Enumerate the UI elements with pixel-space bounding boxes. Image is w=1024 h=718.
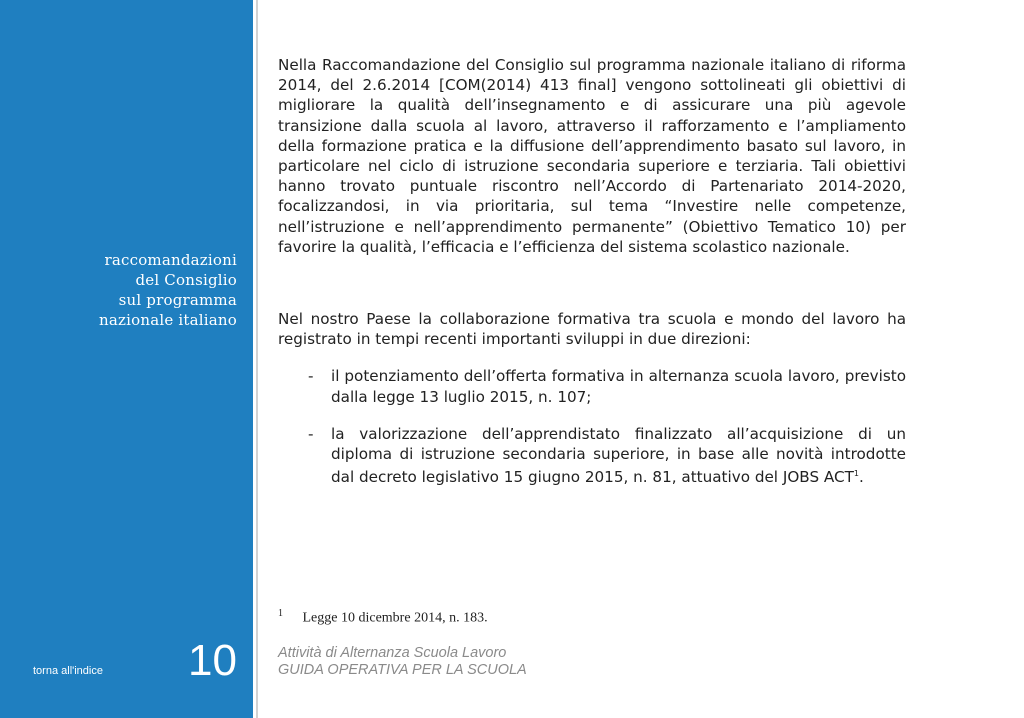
back-to-index-link[interactable]: torna all'indice	[33, 665, 103, 677]
running-footer	[278, 645, 527, 679]
section-title-line: del Consiglio	[135, 271, 237, 289]
footnote-number: 1	[278, 608, 283, 619]
sidebar	[0, 0, 253, 718]
bullet-text: il potenziamento dell’offerta formativa in alternanza scuola lavoro, previsto dalla legge 13 luglio 2015, n. 107;	[331, 367, 906, 406]
bullet-end: .	[859, 468, 864, 487]
footnote	[278, 608, 778, 627]
section-title-line: raccomandazioni	[104, 251, 237, 269]
list-item	[278, 366, 906, 406]
section-title	[17, 250, 237, 330]
bullet-list	[278, 366, 906, 487]
footnote-text: Legge 10 dicembre 2014, n. 183.	[302, 610, 488, 626]
footer-line-1: Attività di Alternanza Scuola Lavoro	[278, 645, 507, 661]
paragraph-1: Nella Raccomandazione del Consiglio sul programma nazionale italiano di riforma 2014, del 2.6.2014 [COM(2014) 413 final] vengono sottolineati gli obiettivi di migliorare la qualità dell’insegnamento e di assicurare una più agevole transizione dalla scuola al lavoro, attraverso il rafforzamento e l’ampliamento della formazione pratica e la diffusione dell’apprendimento basato sul lavoro, in particolare nel ciclo di istruzione secondaria superiore e terziaria. Tali obiettivi hanno trovato puntuale riscontro nell’Accordo di Partenariato 2014-2020, focalizzandosi, in via prioritaria, sul tema “Investire nelle competenze, nell’istruzione e nell’apprendimento permanente” (Obiettivo Tematico 10) per favorire la qualità, l’efficacia e l’efficienza del sistema scolastico nazionale.	[278, 56, 906, 256]
footer-line-2: GUIDA OPERATIVA PER LA SCUOLA	[278, 662, 527, 678]
bullet-dash: -	[308, 424, 314, 443]
main-content	[278, 55, 906, 505]
footnote-ref[interactable]: 1	[853, 469, 860, 479]
bullet-dash: -	[308, 367, 314, 386]
bullet-text: la valorizzazione dell’apprendistato finalizzato all’acquisizione di un diploma di istruzione secondaria superiore, in base alle novità introdotte dal decreto legislativo 15 giugno 2015, n. 81, attuativo del JOBS ACT	[331, 424, 906, 487]
paragraph-2: Nel nostro Paese la collaborazione formativa tra scuola e mondo del lavoro ha registrato in tempi recenti importanti sviluppi in due direzioni:	[278, 310, 906, 349]
section-title-line: nazionale italiano	[99, 311, 237, 329]
divider-line	[256, 0, 258, 718]
page-number: 10	[188, 636, 237, 685]
section-title-line: sul programma	[118, 291, 237, 309]
list-item	[278, 424, 906, 488]
